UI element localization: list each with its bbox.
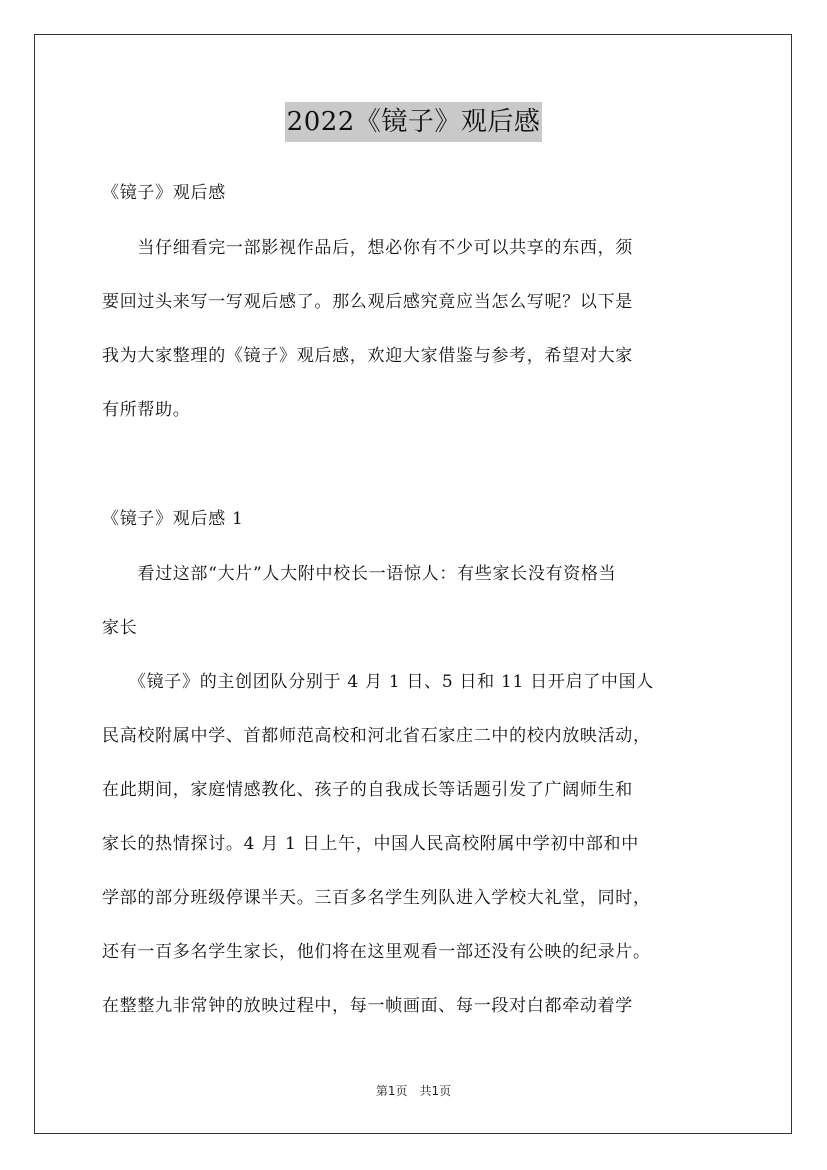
subtitle-line: 《镜子》观后感 — [102, 183, 226, 203]
text-line: 家长 — [102, 618, 138, 638]
text-line: 家长的热情探讨。4 月 1 日上午，中国人民高校附属中学初中部和中 — [102, 834, 639, 854]
text-line: 还有一百多名学生家长，他们将在这里观看一部还没有公映的纪录片。 — [102, 942, 651, 962]
document-title: 2022《镜子》观后感 — [285, 102, 543, 142]
text-line: 民高校附属中学、首都师范高校和河北省石家庄二中的校内放映活动， — [102, 726, 651, 746]
text-line: 看过这部“大片”人大附中校长一语惊人：有些家长没有资格当 — [102, 564, 617, 584]
title-container — [0, 102, 827, 142]
text-line: 在整整九非常钟的放映过程中，每一帧画面、每一段对白都牵动着学 — [102, 996, 633, 1016]
section-heading: 《镜子》观后感 1 — [102, 509, 244, 529]
text-line: 在此期间，家庭情感教化、孩子的自我成长等话题引发了广阔师生和 — [102, 780, 633, 800]
page-number-footer: 第1页 共1页 — [375, 1084, 452, 1098]
text-line: 当仔细看完一部影视作品后，想必你有不少可以共享的东西，须 — [102, 238, 633, 258]
text-line: 要回过头来写一写观后感了。那么观后感究竟应当怎么写呢？以下是 — [102, 292, 633, 312]
text-line: 有所帮助。 — [102, 400, 191, 420]
text-line: 我为大家整理的《镜子》观后感，欢迎大家借鉴与参考，希望对大家 — [102, 346, 633, 366]
text-line: 《镜子》的主创团队分别于 4 月 1 日、5 日和 11 日开启了中国人 — [102, 672, 655, 692]
text-line: 学部的部分班级停课半天。三百多名学生列队进入学校大礼堂，同时， — [102, 888, 651, 908]
